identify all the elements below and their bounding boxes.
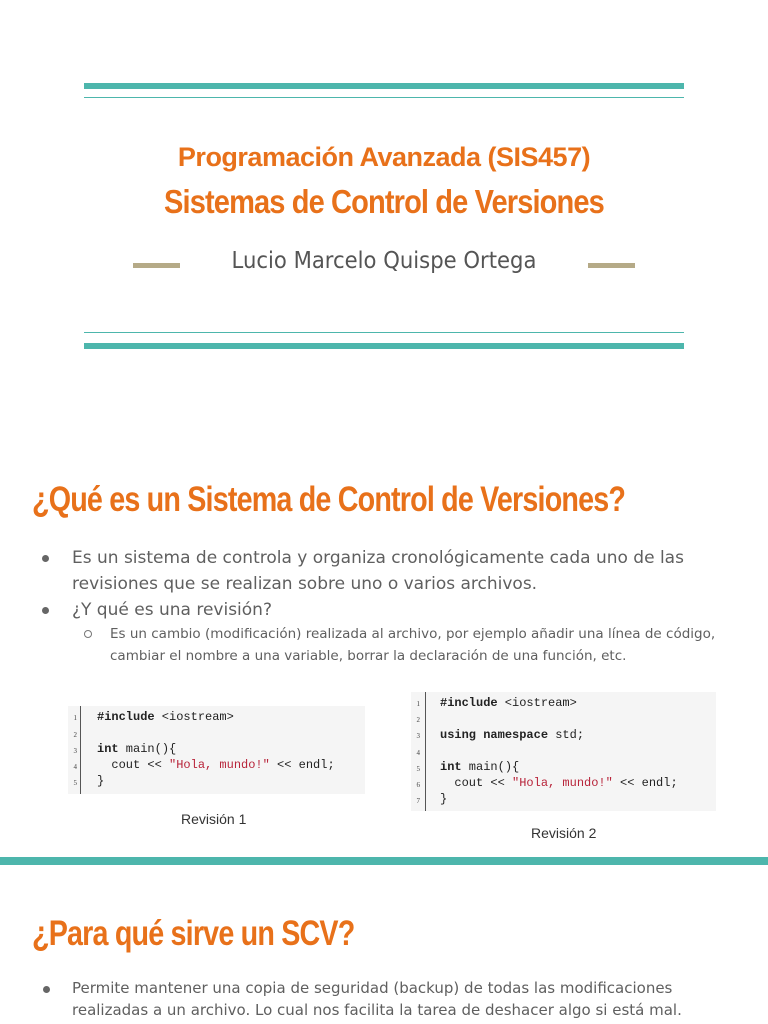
slide-heading: ¿Para qué sirve un SCV? xyxy=(32,914,355,953)
top-thin-rule xyxy=(84,97,684,98)
code-string: "Hola, mundo!" xyxy=(512,776,613,790)
code-keyword: namespace xyxy=(483,728,549,742)
code-text: <iostream> xyxy=(497,696,577,710)
revision-1-caption: Revisión 1 xyxy=(181,811,247,827)
code-line xyxy=(440,776,678,790)
line-number: 3 xyxy=(416,732,420,740)
code-text: cout << xyxy=(97,758,170,772)
sub-bullet-text: Es un cambio (modificación) realizada al archivo, por ejemplo añadir una línea de código, xyxy=(110,626,716,642)
code-keyword: using xyxy=(440,728,477,742)
code-text: } xyxy=(97,774,105,788)
line-number: 2 xyxy=(73,731,77,739)
bullet-text: revisiones que se realizan sobre uno o varios archivos. xyxy=(72,574,538,594)
code-string: "Hola, mundo!" xyxy=(169,758,270,772)
code-text: cout << xyxy=(440,776,513,790)
code-text: << endl; xyxy=(269,758,335,772)
author-name: Lucio Marcelo Quispe Ortega xyxy=(231,248,537,274)
sub-bullet-text: cambiar el nombre a una variable, borrar la declaración de una función, etc. xyxy=(110,648,627,664)
slide-heading: ¿Qué es un Sistema de Control de Versiones? xyxy=(32,480,626,519)
line-number: 5 xyxy=(416,765,420,773)
code-line xyxy=(97,710,234,724)
slide-topic-title: Sistemas de Control de Versiones xyxy=(164,183,604,220)
code-snippet-revision-2 xyxy=(411,692,716,811)
bullet-text: Es un sistema de controla y organiza cronológicamente cada uno de las xyxy=(72,548,684,568)
code-line xyxy=(97,758,335,772)
code-line xyxy=(440,728,584,742)
code-text: main(){ xyxy=(118,742,177,756)
code-text: <iostream> xyxy=(154,710,234,724)
code-text: } xyxy=(440,792,448,806)
bullet-dot xyxy=(42,555,49,562)
line-number: 5 xyxy=(73,779,77,787)
line-number-gutter xyxy=(411,692,426,811)
right-dash-decoration xyxy=(588,263,635,268)
bottom-thick-rule xyxy=(84,343,684,349)
code-line xyxy=(440,760,519,774)
bullet-text: realizadas a un archivo. Lo cual nos facilita la tarea de deshacer algo si está mal. xyxy=(72,1001,682,1019)
code-keyword: #include xyxy=(97,710,155,724)
code-keyword: int xyxy=(440,760,462,774)
code-text: std; xyxy=(548,728,585,742)
line-number: 7 xyxy=(416,797,420,805)
line-number: 1 xyxy=(416,700,420,708)
bullet-dot xyxy=(43,986,50,993)
code-line xyxy=(440,792,447,806)
code-line xyxy=(97,774,104,788)
code-keyword: int xyxy=(97,742,119,756)
line-number: 2 xyxy=(416,716,420,724)
course-title: Programación Avanzada (SIS457) xyxy=(177,142,591,172)
code-line xyxy=(97,742,176,756)
line-number-gutter xyxy=(68,706,81,794)
line-number: 6 xyxy=(416,781,420,789)
line-number: 4 xyxy=(416,749,420,757)
revision-2-caption: Revisión 2 xyxy=(531,825,597,841)
bullet-text: ¿Y qué es una revisión? xyxy=(72,600,272,620)
code-snippet-revision-1 xyxy=(68,706,365,794)
code-text: main(){ xyxy=(461,760,520,774)
line-number: 1 xyxy=(73,714,77,722)
bullet-dot xyxy=(42,607,49,614)
code-keyword: #include xyxy=(440,696,498,710)
code-text: << endl; xyxy=(612,776,678,790)
top-thick-rule xyxy=(84,83,684,89)
line-number: 3 xyxy=(73,747,77,755)
code-line xyxy=(440,696,577,710)
bullet-text: Permite mantener una copia de seguridad (backup) de todas las modificaciones xyxy=(72,979,673,997)
bottom-thin-rule xyxy=(84,332,684,333)
sub-bullet-circle xyxy=(84,630,92,638)
line-number: 4 xyxy=(73,763,77,771)
slide-divider xyxy=(0,857,768,865)
